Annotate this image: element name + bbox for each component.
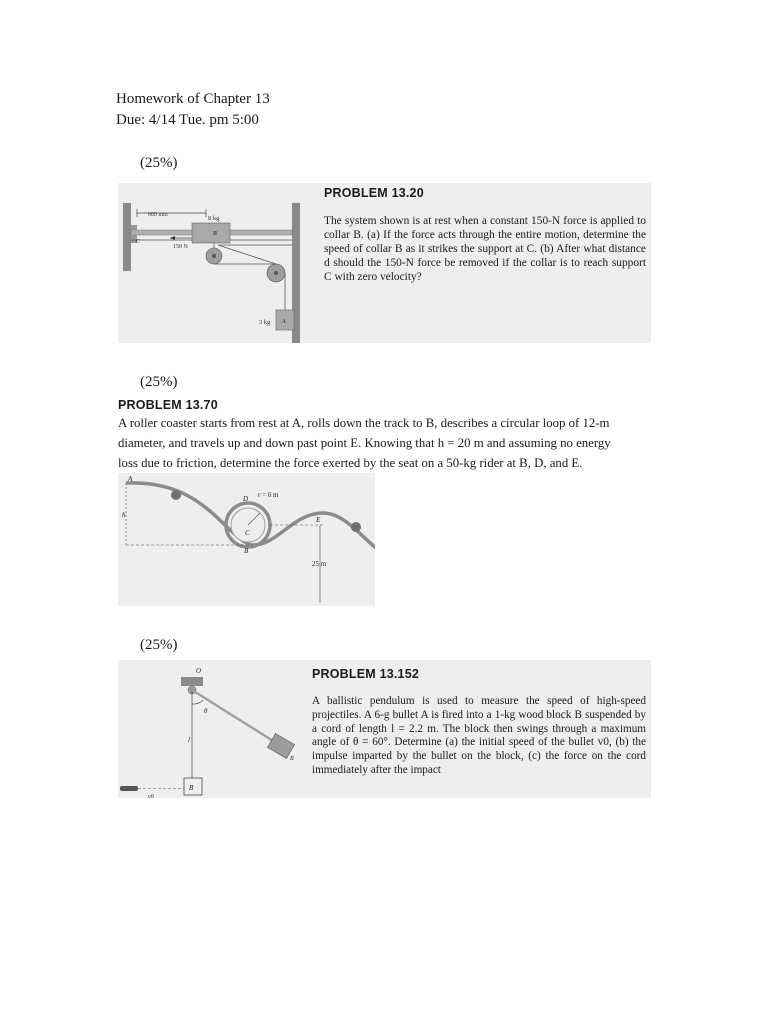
label-A: A xyxy=(128,475,133,483)
support-c-label: C xyxy=(136,239,141,245)
problem-3-title: PROBLEM 13.152 xyxy=(312,667,420,681)
problem-3-text: A ballistic pendulum is used to measure the speed of high-speed projectiles. A 6-g bullet A is fired into a 1-kg wood block B suspended by a cord of length l = 2.2 m. The block then swings through a maximum angle of θ = 60°. Determine (a) the initial speed of the bullet v0, (b) the impulse imparted by the bullet on the block, (c) the force on the cord immediately after the impact xyxy=(312,695,646,776)
label-l: l xyxy=(188,736,190,744)
label-D: D xyxy=(243,495,249,503)
label-theta: θ xyxy=(204,707,208,715)
label-25m: 25 m xyxy=(312,560,327,568)
label-O: O xyxy=(196,667,202,675)
problem-1-weight: (25%) xyxy=(140,155,178,171)
problem-3-weight: (25%) xyxy=(140,637,178,653)
problem-2-weight: (25%) xyxy=(140,374,178,390)
problem-3-panel xyxy=(118,660,651,798)
label-B: B xyxy=(244,547,249,555)
label-v0: v0 xyxy=(148,794,154,798)
label-E: E xyxy=(316,516,321,524)
label-C: C xyxy=(245,529,250,537)
homework-title: Homework of Chapter 13 xyxy=(116,91,270,107)
label-h: h xyxy=(122,511,126,519)
label-B: B xyxy=(189,784,194,792)
label-B-swing: B xyxy=(290,756,294,762)
due-date: Due: 4/14 Tue. pm 5:00 xyxy=(116,112,259,128)
problem-2-line-2: diameter, and travels up and down past point E. Knowing that h = 20 m and assuming no energy xyxy=(118,436,611,450)
problem-1-panel xyxy=(118,183,651,343)
problem-1-title: PROBLEM 13.20 xyxy=(324,186,424,200)
problem-2-figure-panel xyxy=(118,473,375,606)
problem-2-title: PROBLEM 13.70 xyxy=(118,398,218,412)
block-label: A xyxy=(282,319,286,325)
collar-label: B xyxy=(213,231,217,237)
dim-label: 600 mm xyxy=(148,212,168,218)
collar-mass: 8 kg xyxy=(208,215,220,222)
block-mass: 3 kg xyxy=(259,319,271,326)
force-label: 150 N xyxy=(173,244,188,250)
problem-2-figure xyxy=(118,473,375,606)
label-r: r = 6 m xyxy=(258,491,279,499)
problem-1-figure xyxy=(118,183,318,343)
problem-2-line-1: A roller coaster starts from rest at A, rolls down the track to B, describes a circular loop of 12-m xyxy=(118,416,610,430)
problem-2-line-3: loss due to friction, determine the force exerted by the seat on a 50-kg rider at B, D, and E. xyxy=(118,456,583,470)
problem-3-figure xyxy=(118,660,308,798)
problem-1-text: The system shown is at rest when a constant 150-N force is applied to collar B. (a) If the force acts through the entire motion, determine the speed of collar B as it strikes the support at C. (b) After what distance d should the 150-N force be removed if the collar is to reach support C with zero velocity? xyxy=(324,215,646,283)
